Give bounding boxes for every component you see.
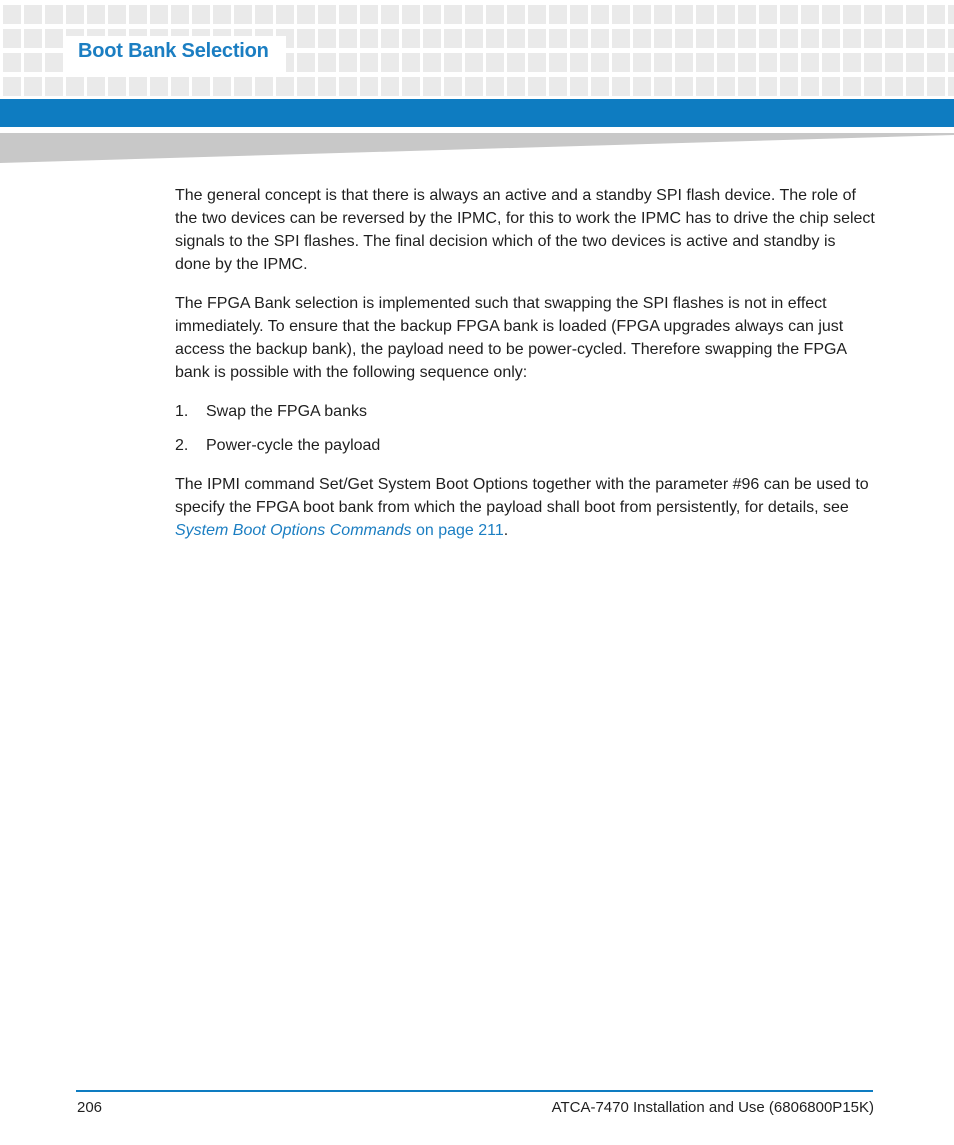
paragraph-ipmi-end: . <box>503 522 509 539</box>
page-number: 206 <box>77 1099 103 1116</box>
paragraph-ipmi-command <box>175 473 875 542</box>
list-item <box>175 400 875 423</box>
step-list <box>175 400 875 457</box>
cross-reference-title: System Boot Options Commands <box>175 522 412 539</box>
paragraph-fpga-bank-selection: The FPGA Bank selection is implemented such that swapping the SPI flashes is not in effect immediately. To ensure that the backup FPGA bank is loaded (FPGA upgrades always can just access the backup bank), the payload need to be power-cycled. Therefore swapping the FPGA bank is possible with the following sequence only: <box>175 295 847 381</box>
document-title: ATCA-7470 Installation and Use (6806800P15K) <box>551 1099 874 1116</box>
step-number: 2. <box>175 437 189 454</box>
footer-rule <box>76 1090 873 1092</box>
paragraph-ipmi-lead: The IPMI command Set/Get System Boot Options together with the parameter #96 can be used to specify the FPGA boot bank from which the payload shall boot from persistently, for details, see <box>175 476 869 516</box>
header-gray-wedge <box>0 133 954 163</box>
page-title: Boot Bank Selection <box>78 40 269 62</box>
paragraph-spi-concept: The general concept is that there is always an active and a standby SPI flash device. The role of the two devices can be reversed by the IPMC, for this to work the IPMC has to drive the chip select signals to the SPI flashes. The final decision which of the two devices is active and standby is done by the IPMC. <box>175 187 875 273</box>
cross-reference-link[interactable] <box>175 522 504 539</box>
main-content <box>175 184 875 558</box>
step-text: Power-cycle the payload <box>206 437 381 454</box>
step-number: 1. <box>175 403 189 420</box>
cross-reference-page: on page 211 <box>411 522 504 539</box>
step-text: Swap the FPGA banks <box>206 403 367 420</box>
header-blue-band <box>0 99 954 127</box>
list-item <box>175 434 875 457</box>
